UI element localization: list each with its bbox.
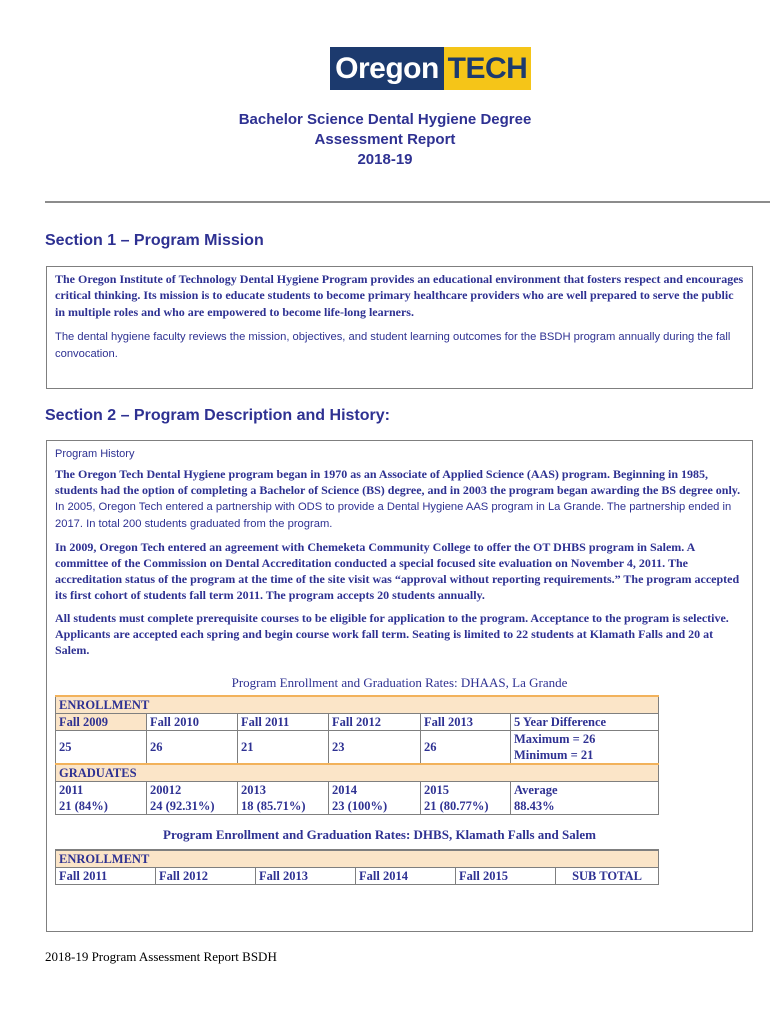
table-cell	[511, 781, 659, 814]
table-cell	[421, 781, 511, 814]
mission-paragraph: The Oregon Institute of Technology Dental Hygiene Program provides an educational environment that fosters respect and encourages critical thinking. Its mission is to educate students to become primary healthcare providers who are well prepared to serve the public in multiple roles and who are empowered to become life-long learners.	[55, 272, 744, 319]
grad-year: 2013	[241, 782, 266, 797]
grad-value: 21 (84%)	[59, 798, 108, 813]
table-2-caption: Program Enrollment and Graduation Rates: DHBS, Klamath Falls and Salem	[163, 826, 596, 842]
grad-year: 2011	[59, 782, 84, 797]
enrollment-table-klamath-salem	[55, 849, 659, 885]
logo-tech-text: TECH	[444, 47, 531, 90]
enrollment-table-la-grande	[55, 695, 659, 815]
table-cell: 21	[238, 730, 329, 764]
grad-value: 24 (92.31%)	[150, 798, 215, 813]
table-cell: Fall 2015	[456, 867, 556, 884]
table-cell	[56, 781, 147, 814]
table-cell: 26	[147, 730, 238, 764]
title-line-1: Bachelor Science Dental Hygiene Degree	[238, 111, 532, 128]
table-cell	[329, 781, 421, 814]
table-1-caption: Program Enrollment and Graduation Rates: DHAAS, La Grande	[231, 674, 568, 690]
table-cell: 23	[329, 730, 421, 764]
table-cell: Fall 2013	[256, 867, 356, 884]
table-cell	[147, 781, 238, 814]
program-history-subhead: Program History	[55, 448, 135, 460]
table-cell: SUB TOTAL	[556, 867, 659, 884]
report-title	[0, 110, 770, 170]
table-cell: Fall 2012	[156, 867, 256, 884]
table-cell: 26	[421, 730, 511, 764]
page-footer: 2018-19 Program Assessment Report BSDH	[45, 949, 277, 964]
enrollment-band-2: ENROLLMENT	[56, 850, 659, 868]
table-cell: Fall 2010	[147, 713, 238, 730]
table-cell: Fall 2011	[238, 713, 329, 730]
logo-oregon-text: Oregon	[330, 47, 444, 90]
enrollment-band: ENROLLMENT	[56, 696, 659, 714]
table-cell: 5 Year Difference	[511, 713, 659, 730]
grad-year: Average	[514, 782, 558, 797]
section-1-heading: Section 1 – Program Mission	[45, 232, 264, 249]
difference-minimum: Minimum = 21	[514, 747, 594, 762]
table-cell: 25	[56, 730, 147, 764]
grad-year: 20012	[150, 782, 182, 797]
history-paragraph-2: In 2005, Oregon Tech entered a partnership with ODS to provide a Dental Hygiene AAS program in La Grande. The partnership ended in 2017. In total 200 students graduated from the program.	[55, 500, 732, 530]
title-line-3: 2018-19	[357, 151, 413, 168]
grad-year: 2015	[424, 782, 449, 797]
section-1-box	[46, 266, 753, 389]
table-cell: Fall 2009	[56, 713, 147, 730]
table-cell: Fall 2012	[329, 713, 421, 730]
grad-value: 88.43%	[514, 798, 555, 813]
section-2-heading: Section 2 – Program Description and History:	[45, 407, 390, 424]
grad-value: 18 (85.71%)	[241, 798, 306, 813]
table-cell: Fall 2011	[56, 867, 156, 884]
history-paragraph-4: All students must complete prerequisite courses to be eligible for application to the program. Acceptance to the program is selective. Applicants are accepted each spring and begin course work fall term. Seating is limited to 22 students at Klamath Falls and 20 at Salem.	[55, 610, 729, 658]
mission-review-paragraph: The dental hygiene faculty reviews the mission, objectives, and student learning outcomes for the BSDH program annually during the fall convocation.	[55, 330, 731, 360]
grad-value: 23 (100%)	[332, 798, 388, 813]
table-cell: Fall 2014	[356, 867, 456, 884]
table-cell: Fall 2013	[421, 713, 511, 730]
grad-value: 21 (80.77%)	[424, 798, 489, 813]
grad-year: 2014	[332, 782, 357, 797]
table-cell	[238, 781, 329, 814]
section-2-box	[46, 440, 753, 932]
horizontal-divider	[45, 201, 770, 203]
history-paragraph-1: The Oregon Tech Dental Hygiene program began in 1970 as an Associate of Applied Science (AAS) program. Beginning in 1985, students had the option of completing a Bachelor of Science (BS) degree, and in 2003 the program began awarding the BS degree only.	[55, 467, 741, 498]
oregon-tech-logo	[330, 47, 531, 90]
difference-maximum: Maximum = 26	[514, 731, 596, 746]
title-line-2: Assessment Report	[314, 131, 456, 148]
graduates-band: GRADUATES	[56, 764, 659, 782]
history-paragraph-3: In 2009, Oregon Tech entered an agreement with Chemeketa Community College to offer the OT DHBS program in Salem. A committee of the Commission on Dental Accreditation conducted a special focused site evaluation on November 4, 2011. The accreditation status of the program at the time of the site visit was “approval without reporting requirements.” The program accepted its first cohort of students fall term 2011. The program accepts 20 students annually.	[55, 539, 740, 603]
table-cell	[511, 730, 659, 764]
